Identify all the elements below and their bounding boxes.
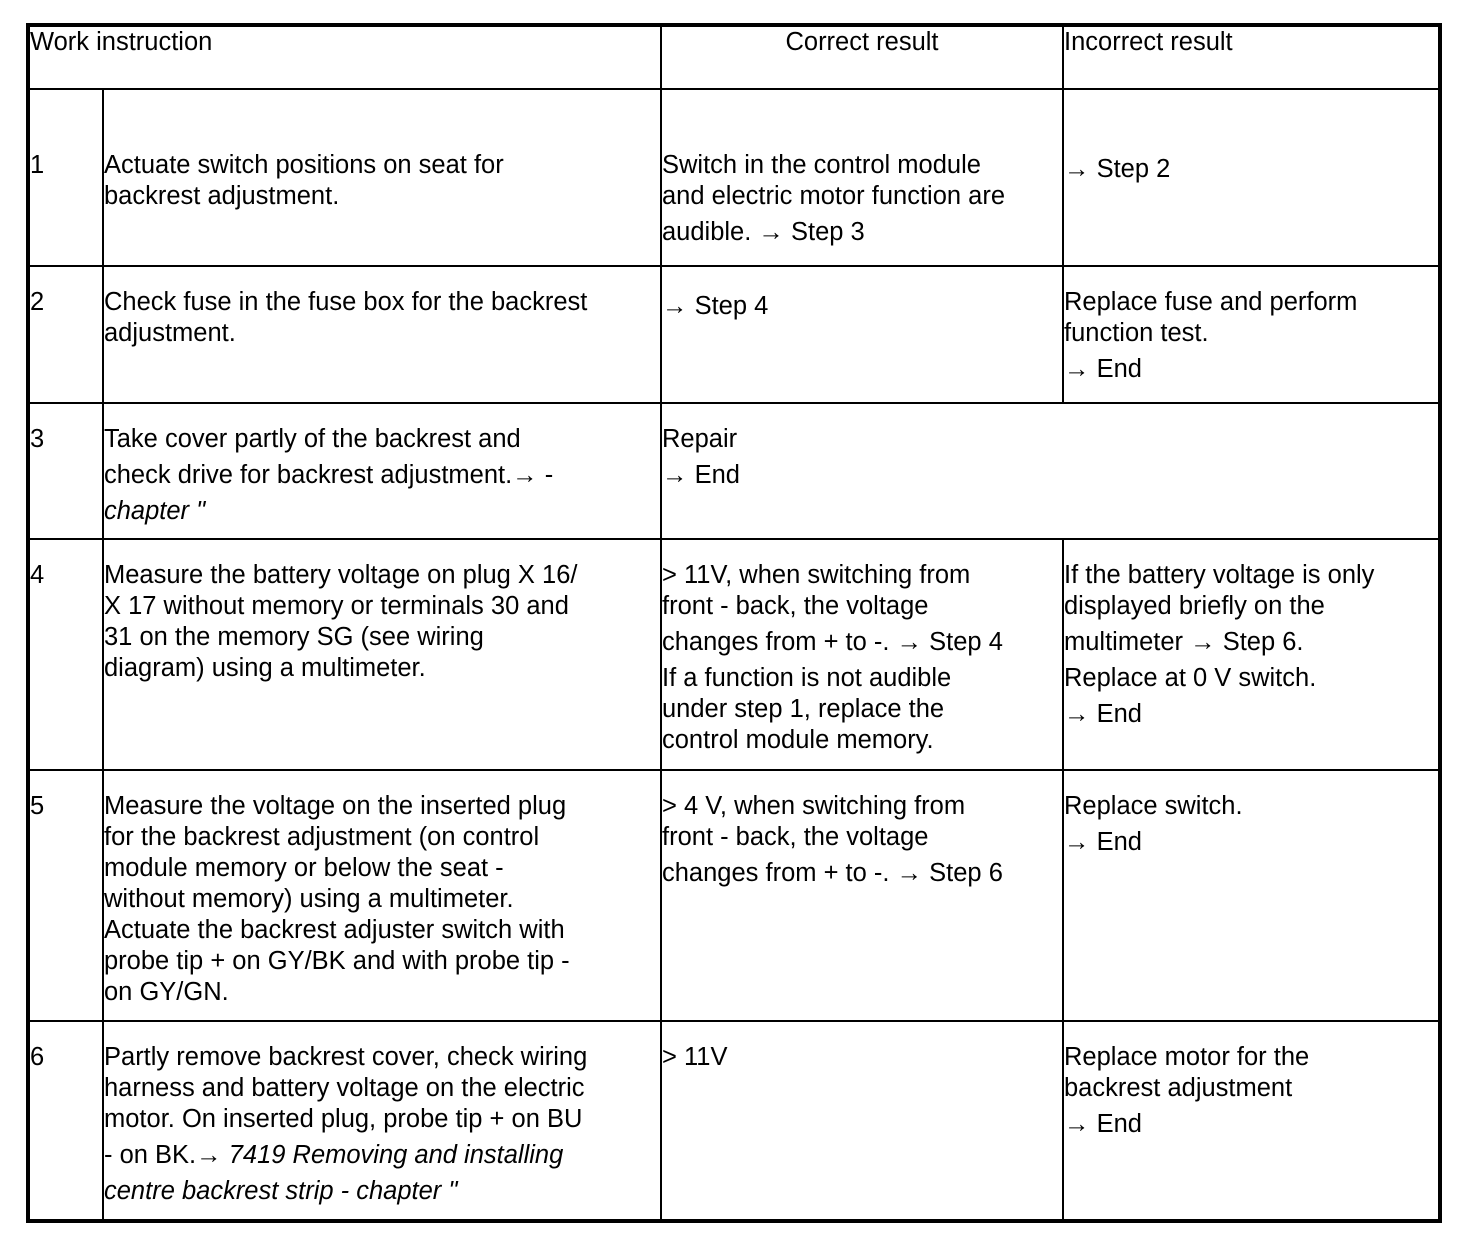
text-line: Replace motor for the — [1064, 1043, 1310, 1071]
text-line: → End — [1064, 700, 1142, 728]
text-line: under step 1, replace the — [662, 695, 945, 723]
text-line: harness and battery voltage on the electric — [104, 1074, 585, 1102]
text-line: → End — [1064, 355, 1142, 383]
header-work-instruction: Work instruction — [28, 25, 661, 89]
text-line: Replace fuse and perform — [1064, 288, 1358, 316]
text-line: control module memory. — [662, 726, 934, 754]
work-instruction-cell — [103, 403, 661, 539]
table-row — [28, 89, 1440, 266]
text-line: without memory) using a multimeter. — [104, 885, 514, 913]
table-row — [28, 770, 1440, 1021]
correct-result-cell — [661, 539, 1063, 770]
text-line: > 4 V, when switching from — [662, 792, 966, 820]
text-line: → Step 4 — [662, 292, 769, 320]
text-line: 31 on the memory SG (see wiring — [104, 623, 484, 651]
step-number: 5 — [28, 770, 103, 1021]
text-line: → Step 2 — [1064, 155, 1171, 183]
chapter-reference: 7419 Removing and installing — [228, 1141, 564, 1169]
text-line: backrest adjustment — [1064, 1074, 1293, 1102]
incorrect-result-cell — [1063, 539, 1440, 770]
text-line: Measure the voltage on the inserted plug — [104, 792, 567, 820]
step-number: 6 — [28, 1021, 103, 1221]
diagnostic-table — [26, 23, 1442, 1223]
table-row — [28, 539, 1440, 770]
text-line: front - back, the voltage — [662, 823, 929, 851]
step-number: 3 — [28, 403, 103, 539]
work-instruction-cell — [103, 770, 661, 1021]
step-number: 1 — [28, 89, 103, 266]
text-line — [104, 1140, 660, 1171]
correct-result-cell — [661, 1021, 1063, 1221]
text-line: diagram) using a multimeter. — [104, 654, 426, 682]
text-line: Check fuse in the fuse box for the backrest — [104, 288, 588, 316]
text-line: motor. On inserted plug, probe tip + on BU — [104, 1105, 583, 1133]
text-line: function test. — [1064, 319, 1209, 347]
text-line: → End — [1064, 1110, 1142, 1138]
text-line: > 11V — [662, 1043, 728, 1071]
table-row — [28, 1021, 1440, 1221]
incorrect-result-cell — [1063, 1021, 1440, 1221]
correct-result-cell — [661, 403, 1440, 539]
text-line: Replace at 0 V switch. — [1064, 664, 1317, 692]
text-line: Actuate the backrest adjuster switch with — [104, 916, 565, 944]
work-instruction-cell — [103, 266, 661, 403]
work-instruction-cell — [103, 89, 661, 266]
incorrect-result-cell — [1063, 770, 1440, 1021]
text-line: Take cover partly of the backrest and — [104, 425, 521, 453]
text-line: > 11V, when switching from — [662, 561, 971, 589]
text-line: → End — [1064, 828, 1142, 856]
text-line: audible. → Step 3 — [662, 218, 865, 246]
correct-result-cell — [661, 266, 1063, 403]
incorrect-result-cell — [1063, 89, 1440, 266]
incorrect-result-cell — [1063, 266, 1440, 403]
text-line: displayed briefly on the — [1064, 592, 1325, 620]
text-line: probe tip + on GY/BK and with probe tip - — [104, 947, 570, 975]
text-line: If a function is not audible — [662, 664, 952, 692]
text-line: backrest adjustment. — [104, 182, 340, 210]
text-line: and electric motor function are — [662, 182, 1006, 210]
header-row — [28, 25, 1440, 89]
chapter-reference: centre backrest strip - chapter " — [104, 1177, 458, 1205]
header-correct-result: Correct result — [661, 25, 1063, 89]
work-instruction-cell — [103, 539, 661, 770]
work-instruction-cell — [103, 1021, 661, 1221]
correct-result-cell — [661, 89, 1063, 266]
text-line: Partly remove backrest cover, check wiring — [104, 1043, 588, 1071]
text-line: changes from + to -. → Step 6 — [662, 859, 1003, 887]
text-line: module memory or below the seat - — [104, 854, 504, 882]
text-line: Actuate switch positions on seat for — [104, 151, 504, 179]
text-line: Replace switch. — [1064, 792, 1243, 820]
text-line: Switch in the control module — [662, 151, 981, 179]
table-row — [28, 266, 1440, 403]
step-number: 4 — [28, 539, 103, 770]
text-line: check drive for backrest adjustment.→ - — [104, 461, 554, 489]
chapter-reference: chapter " — [104, 497, 206, 525]
text-line: Measure the battery voltage on plug X 16/ — [104, 561, 578, 589]
text-line: X 17 without memory or terminals 30 and — [104, 592, 569, 620]
correct-result-cell — [661, 770, 1063, 1021]
text-line: Repair — [662, 425, 738, 453]
step-number: 2 — [28, 266, 103, 403]
text-line: front - back, the voltage — [662, 592, 929, 620]
text-line: If the battery voltage is only — [1064, 561, 1375, 589]
text-fragment: - on BK.→ — [104, 1141, 229, 1169]
text-line: multimeter → Step 6. — [1064, 628, 1304, 656]
text-line: → End — [662, 461, 740, 489]
text-line: adjustment. — [104, 319, 236, 347]
text-line: changes from + to -. → Step 4 — [662, 628, 1003, 656]
header-incorrect-result: Incorrect result — [1063, 25, 1440, 89]
text-line: on GY/GN. — [104, 978, 229, 1006]
text-line: for the backrest adjustment (on control — [104, 823, 540, 851]
table-row — [28, 403, 1440, 539]
